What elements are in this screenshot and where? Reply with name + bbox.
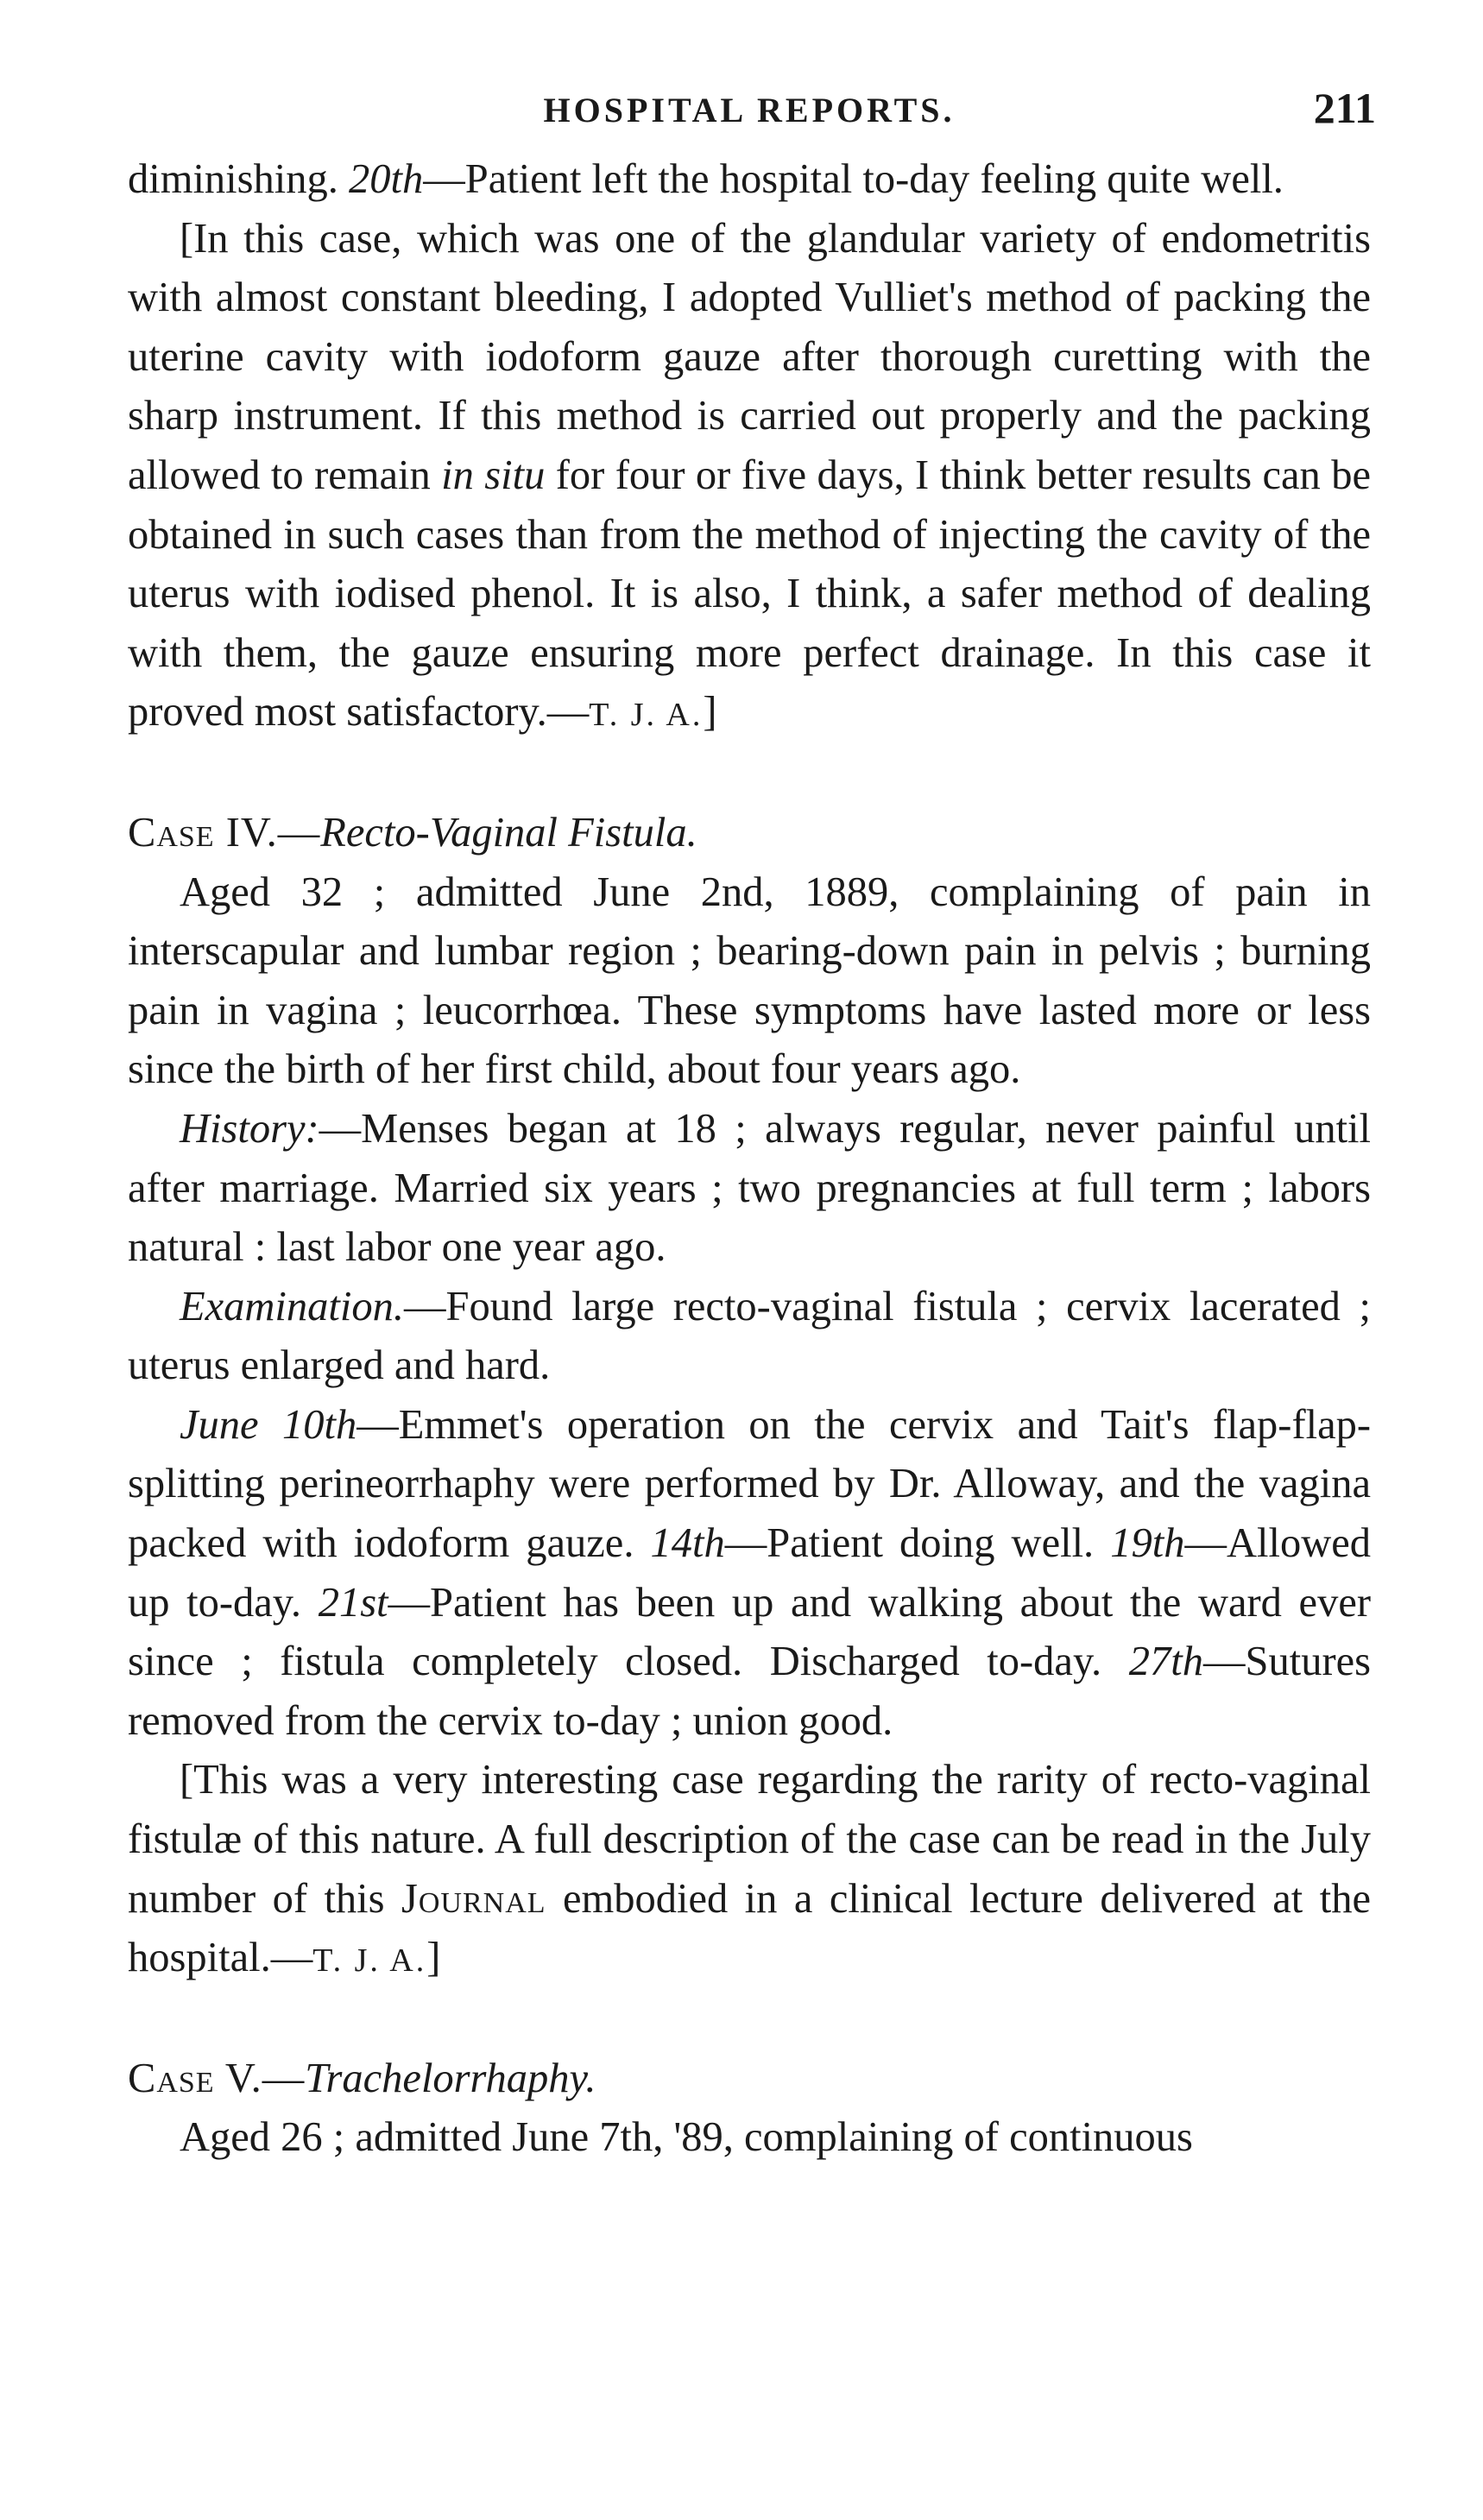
case-paragraph: Aged 32 ; admitted June 2nd, 1889, complaining of pain in interscapular and lumbar region ; bearing-down pain in pelvis ; burning pain in vagina ; leucorrhœa. These symptoms have lasted more or less since the birth of her first child, about four years ago.	[128, 868, 1371, 1093]
signature-initials: T. J. A.	[312, 1942, 427, 1980]
text-run: for four or five days, I think better results can be obtained in such cases than from the method of injecting the cavity of the uterus with iodised phenol. It is also, I think, a safer method of dealing with them, the gauze ensuring more perfect drainage. In this case it proved most satisfactory.—	[128, 452, 1371, 736]
paragraph-lead: Examination.	[180, 1283, 404, 1329]
running-title: HOSPITAL REPORTS.	[543, 91, 956, 129]
editorial-note	[128, 1751, 1371, 1990]
case-label: Case IV.—	[128, 809, 321, 856]
text-run: —Emmet's operation on the cervix and Tait's flap-flap-splitting perineorrhaphy were performed by Dr. Alloway, and the vagina packed with iodoform gauze.	[128, 1401, 1372, 1567]
page	[128, 83, 1376, 2168]
text-run: [In this case, which was one of the glandular variety of endometritis with almost constant bleeding, I adopted Vulliet's method of packing the uterine cavity with iodoform gauze after thorough curetting with the sharp instrument. If this method is carried out properly and the packing allowed to remain	[128, 215, 1371, 498]
page-number: 211	[1313, 84, 1376, 132]
case-label: Case V.—	[128, 2055, 306, 2101]
paragraph-continuation	[128, 150, 1371, 210]
date-run: 21st	[318, 1579, 388, 1626]
case-heading	[128, 2049, 1371, 2109]
case-title: Recto-Vaginal Fistula.	[320, 809, 697, 856]
journal-name: Journal	[401, 1875, 546, 1922]
text-run: —Patient has been up and walking about the ward ever since ; fistula completely closed. Discharged to-day.	[128, 1579, 1371, 1685]
paragraph-lead: History:	[180, 1105, 319, 1152]
editorial-note	[128, 210, 1371, 745]
history-paragraph	[128, 1100, 1371, 1278]
date-run: June 10th	[180, 1401, 357, 1448]
section-gap	[128, 1991, 1371, 2049]
text-run: diminishing.	[128, 156, 349, 202]
case-title: Trachelorrhaphy.	[305, 2055, 596, 2101]
treatment-paragraph	[128, 1396, 1371, 1752]
text-run: embodied in a clinical lecture delivered at the hospital.—	[128, 1875, 1371, 1981]
text-run: ]	[703, 689, 717, 736]
date-run: 20th	[349, 156, 424, 202]
running-head	[128, 83, 1376, 143]
text-run: —Menses began at 18 ; always regular, never painful until after marriage. Married six years ; two pregnancies at full term ; labors natural : last labor one year ago.	[128, 1105, 1371, 1271]
text-run: —Sutures removed from the cervix to-day ; union good.	[128, 1639, 1371, 1744]
section-gap	[128, 745, 1371, 804]
examination-paragraph	[128, 1278, 1371, 1396]
case-paragraph: Aged 26 ; admitted June 7th, '89, complaining of continuous	[180, 2114, 1193, 2161]
date-run: 19th	[1110, 1520, 1185, 1567]
date-run: 27th	[1128, 1639, 1203, 1685]
text-run: —Patient doing well.	[724, 1520, 1111, 1567]
case-heading	[128, 804, 1371, 863]
text-run: —Patient left the hospital to-day feeling quite well.	[423, 156, 1284, 202]
text-run: —Allowed up to-day.	[128, 1520, 1371, 1626]
text-run: —Found large recto-vaginal fistula ; cervix lacerated ; uterus enlarged and hard.	[128, 1283, 1371, 1389]
text-run: [This was a very interesting case regarding the rarity of recto-vaginal fistulæ of this nature. A full description of the case can be read in the July number of this	[128, 1757, 1371, 1922]
signature-initials: T. J. A.	[589, 697, 704, 734]
date-run: 14th	[650, 1520, 725, 1567]
body-text	[128, 150, 1371, 2168]
text-run: ]	[426, 1935, 441, 1981]
italic-run: in situ	[441, 452, 546, 498]
